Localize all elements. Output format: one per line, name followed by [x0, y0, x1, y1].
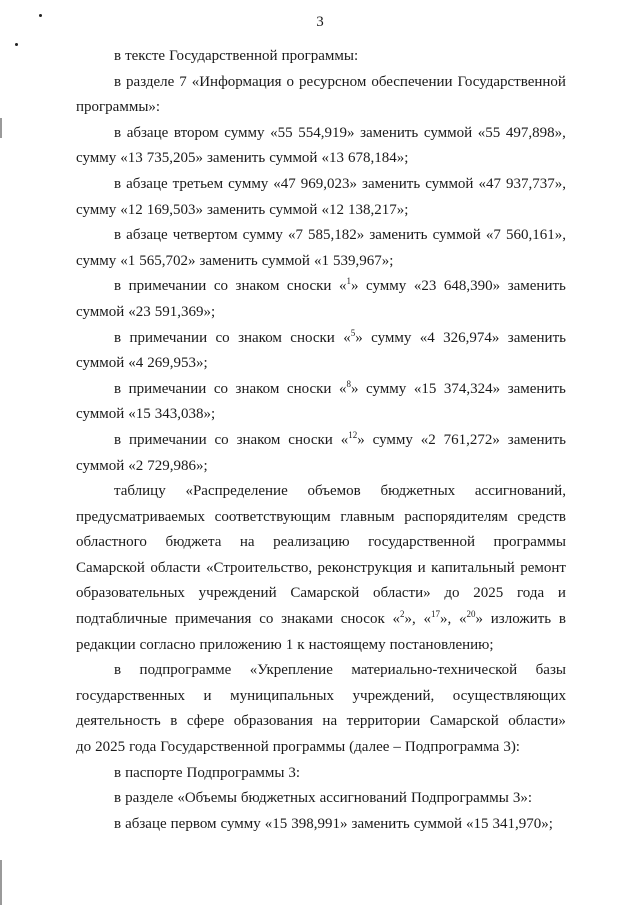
word: образовательных: [76, 585, 185, 602]
word: четвертом: [172, 227, 238, 244]
word: 2025: [95, 739, 126, 756]
text-line: [76, 249, 566, 275]
word: 648,390»: [443, 278, 501, 295]
word: соответствующим: [214, 508, 331, 525]
word: главным: [340, 508, 395, 525]
paragraph: [76, 44, 566, 70]
text-line: [76, 479, 566, 505]
word: суммой: [261, 252, 310, 269]
word: «2: [420, 431, 436, 448]
word: суммой: [76, 303, 125, 320]
text-line: [76, 684, 566, 710]
word: согласно: [139, 636, 196, 653]
word: заменить: [351, 815, 410, 832]
word: сумму: [242, 227, 283, 244]
word: сносок: [340, 611, 385, 628]
word: «55: [477, 124, 501, 141]
word: в: [114, 431, 122, 448]
word: подтабличные: [76, 611, 168, 628]
text-line: [76, 95, 566, 121]
word: в: [114, 278, 122, 295]
text-line: [76, 44, 566, 70]
word: редакции: [76, 636, 136, 653]
word: «23: [413, 278, 437, 295]
word: государственных: [76, 687, 185, 704]
word: области: [150, 559, 201, 576]
word: сноски: [286, 380, 332, 397]
word: в: [114, 662, 122, 679]
word: 341,970»;: [492, 815, 553, 832]
word: муниципальных: [230, 687, 334, 704]
word: средств: [517, 508, 566, 525]
word: 678,184»;: [347, 150, 409, 167]
word: областного: [76, 534, 147, 551]
word: «47: [478, 175, 501, 192]
word: в: [114, 175, 122, 192]
text-line: [76, 223, 566, 249]
word: со: [259, 611, 274, 628]
word: 497,898»,: [505, 124, 566, 141]
word: примечания: [174, 611, 252, 628]
word: «1: [120, 252, 136, 269]
word: сноски: [290, 329, 335, 346]
text-line: [76, 454, 566, 480]
word: Самарской: [290, 585, 360, 602]
word: «Строительство,: [206, 559, 313, 576]
word: сумму: [76, 201, 117, 218]
footnote-mark: 20: [466, 609, 476, 620]
word: Подпрограммы: [186, 764, 285, 781]
text-line: [76, 505, 566, 531]
word: и: [557, 585, 566, 602]
word: «55: [270, 124, 293, 141]
word: в: [114, 815, 122, 832]
word: 138,217»;: [347, 201, 409, 218]
word: распорядителям: [404, 508, 508, 525]
word: настоящему: [308, 636, 386, 653]
word: учреждений: [198, 585, 277, 602]
word: в: [170, 713, 178, 730]
word: «7: [287, 227, 303, 244]
word: знаком: [235, 380, 280, 397]
word: деятельность: [76, 713, 161, 730]
word: сумму: [76, 150, 117, 167]
word: заменить: [507, 380, 566, 397]
paragraph: [76, 172, 566, 223]
word: о: [286, 73, 295, 90]
word: бюджетных: [380, 483, 456, 500]
word: и: [417, 559, 426, 576]
word: «$^5$»: [343, 327, 363, 346]
text-line: [76, 377, 566, 403]
word: «Укрепление: [249, 662, 333, 679]
word: 735,205»: [146, 150, 203, 167]
text-line: [76, 812, 566, 838]
word: 3):: [503, 739, 520, 756]
word: «4: [419, 329, 435, 346]
paragraph: [76, 786, 566, 812]
word: объемов: [307, 483, 361, 500]
word: «$^{12}$»: [340, 429, 365, 448]
word: 398,991»: [291, 815, 348, 832]
word: «15: [264, 815, 288, 832]
text-line: [76, 761, 566, 787]
word: со: [213, 278, 228, 295]
word: заменить: [507, 329, 566, 346]
word: примечании: [128, 278, 207, 295]
word: сноски: [288, 431, 333, 448]
word: в: [114, 380, 122, 397]
word: абзаце: [126, 175, 168, 192]
word: базы: [535, 662, 566, 679]
word: «2: [128, 457, 144, 474]
word: заменить: [360, 124, 419, 141]
text-line: [76, 70, 566, 96]
word: к: [297, 636, 305, 653]
text-line: [76, 326, 566, 352]
word: первом: [170, 815, 217, 832]
word: «Распределение: [185, 483, 288, 500]
word: (далее: [349, 739, 390, 756]
word: в: [114, 790, 122, 807]
word: заменить: [507, 278, 566, 295]
footnote-mark: 12: [348, 429, 358, 440]
word: абзаце: [125, 815, 167, 832]
word: ремонт: [520, 559, 566, 576]
footnote-mark: 5: [350, 327, 356, 338]
word: «4: [128, 355, 144, 372]
word: 761,272»: [443, 431, 500, 448]
word: 937,737»,: [505, 175, 566, 192]
word: «23: [128, 303, 151, 320]
word: примечании: [128, 380, 207, 397]
word: третьем: [172, 175, 224, 192]
paragraph: [76, 326, 566, 377]
footnote-mark: 1: [346, 276, 351, 287]
word: Самарской: [76, 559, 145, 576]
word: «$^8$»: [339, 378, 359, 397]
word: предусматриваемых: [76, 508, 205, 525]
text-line: [76, 402, 566, 428]
word: сумму: [220, 815, 261, 832]
word: территории: [346, 713, 421, 730]
footnote-mark: 8: [346, 378, 351, 389]
word: в: [114, 73, 122, 90]
word: постановлению;: [389, 636, 494, 653]
word: реализацию: [273, 534, 350, 551]
word: заменить: [507, 431, 566, 448]
text-line: [76, 658, 566, 684]
word: заменить: [362, 175, 421, 192]
word: Подпрограммы: [410, 790, 509, 807]
word: «Информация: [191, 73, 282, 90]
word: обеспечении: [371, 73, 453, 90]
scan-edge-mark: [0, 118, 2, 138]
word: области»: [373, 585, 431, 602]
word: и: [203, 687, 212, 704]
text-line: [76, 351, 566, 377]
word: «$^{17}$»,: [423, 609, 452, 628]
word: года: [517, 585, 545, 602]
word: со: [214, 431, 229, 448]
word: заменить: [207, 201, 266, 218]
word: бюджета: [165, 534, 222, 551]
word: сумму: [366, 380, 407, 397]
word: ресурсном: [298, 73, 367, 90]
text-line: [76, 735, 566, 761]
word: подпрограмме: [139, 662, 232, 679]
paragraph: [76, 479, 566, 658]
word: на: [322, 713, 338, 730]
word: заменить: [369, 227, 428, 244]
word: абзаце: [126, 227, 168, 244]
word: «$^1$»: [339, 276, 359, 295]
word: суммой: [425, 175, 474, 192]
word: в: [114, 227, 122, 244]
word: со: [213, 380, 228, 397]
word: капитальный: [431, 559, 515, 576]
document-body: [76, 44, 566, 837]
text-line: [76, 633, 566, 659]
word: суммой: [269, 201, 318, 218]
word: сумму: [371, 329, 412, 346]
word: 591,369»;: [154, 303, 216, 320]
text-line: [76, 172, 566, 198]
word: суммой: [76, 406, 125, 423]
text-line: [76, 607, 566, 633]
word: осуществляющих: [452, 687, 566, 704]
word: 326,974»: [443, 329, 500, 346]
word: программы:: [281, 48, 359, 64]
text-line: [76, 428, 566, 454]
word: 3»:: [512, 790, 533, 807]
word: тексте: [125, 48, 166, 64]
word: со: [215, 329, 230, 346]
word: сноски: [286, 278, 332, 295]
word: до: [444, 585, 460, 602]
word: Самарской: [429, 713, 499, 730]
footnote-mark: 2: [400, 609, 405, 620]
text-line: [76, 786, 566, 812]
word: суммой: [413, 815, 462, 832]
word: «7: [485, 227, 501, 244]
word: суммой: [76, 457, 125, 474]
word: 585,182»: [308, 227, 365, 244]
word: 343,038»;: [154, 406, 216, 423]
word: государственной: [368, 534, 476, 551]
word: суммой: [269, 150, 318, 167]
word: бюджетных: [240, 790, 316, 807]
word: реконструкция: [317, 559, 413, 576]
word: до: [76, 739, 92, 756]
word: разделе: [125, 790, 174, 807]
word: 554,919»: [298, 124, 355, 141]
word: знаком: [236, 431, 281, 448]
paragraph: [76, 812, 566, 838]
text-line: [76, 274, 566, 300]
word: на: [239, 534, 255, 551]
word: знаками: [281, 611, 333, 628]
word: таблицу: [114, 483, 166, 500]
word: «13: [120, 150, 143, 167]
word: суммой: [76, 355, 125, 372]
word: программы»:: [76, 99, 161, 116]
word: «15: [413, 380, 437, 397]
text-line: [76, 146, 566, 172]
word: приложению: [199, 636, 282, 653]
scan-speck: [15, 43, 18, 46]
paragraph: [76, 223, 566, 274]
word: 1: [285, 636, 294, 653]
text-line: [76, 300, 566, 326]
paragraph: [76, 274, 566, 325]
paragraph: [76, 70, 566, 121]
word: 374,324»: [443, 380, 501, 397]
word: разделе: [126, 73, 175, 90]
word: 565,702»: [139, 252, 196, 269]
word: 2025: [473, 585, 504, 602]
word: примечании: [128, 431, 207, 448]
text-line: [76, 198, 566, 224]
word: Подпрограмма: [404, 739, 500, 756]
word: 7: [179, 73, 187, 90]
word: «Объемы: [177, 790, 237, 807]
word: примечании: [129, 329, 208, 346]
word: «1: [313, 252, 329, 269]
text-line: [76, 556, 566, 582]
word: сфере: [186, 713, 225, 730]
word: сумму: [372, 431, 413, 448]
word: суммой: [432, 227, 481, 244]
text-line: [76, 709, 566, 735]
word: 3:: [288, 764, 301, 781]
word: в: [114, 329, 122, 346]
word: «$^2$»,: [392, 609, 416, 628]
word: Государственной: [457, 73, 566, 90]
word: Государственной: [160, 739, 269, 756]
word: в: [114, 48, 122, 64]
word: Государственной: [169, 48, 278, 64]
paragraph: [76, 121, 566, 172]
word: 560,161»,: [505, 227, 566, 244]
word: «15: [466, 815, 489, 832]
paragraph: [76, 761, 566, 787]
paragraph: [76, 428, 566, 479]
word: учреждений,: [352, 687, 435, 704]
text-line: [76, 530, 566, 556]
word: программы: [272, 739, 346, 756]
word: знаком: [235, 278, 280, 295]
word: области»: [508, 713, 566, 730]
word: сумму: [224, 124, 265, 141]
word: абзаце: [126, 124, 169, 141]
word: сумму: [366, 278, 407, 295]
word: изложить: [490, 611, 552, 628]
word: 269,953»;: [147, 355, 208, 372]
word: сумму: [228, 175, 269, 192]
word: «15: [128, 406, 151, 423]
word: 169,503»: [146, 201, 203, 218]
word: 539,967»;: [332, 252, 394, 269]
word: «13: [321, 150, 344, 167]
footnote-mark: 17: [431, 609, 440, 620]
word: «12: [120, 201, 143, 218]
word: 969,023»: [300, 175, 358, 192]
paragraph: [76, 377, 566, 428]
text-line: [76, 581, 566, 607]
word: ассигнований: [319, 790, 407, 807]
word: знаком: [238, 329, 282, 346]
word: –: [393, 739, 401, 756]
word: заменить: [199, 252, 258, 269]
word: заменить: [207, 150, 266, 167]
word: паспорте: [125, 764, 183, 781]
word: в: [114, 124, 122, 141]
word: материально-технической: [351, 662, 518, 679]
scan-edge-mark: [0, 860, 2, 905]
word: в: [558, 611, 566, 628]
word: суммой: [423, 124, 473, 141]
page-number: 3: [316, 14, 324, 30]
word: 729,986»;: [147, 457, 208, 474]
word: «$^{20}$»: [459, 609, 483, 628]
word: втором: [173, 124, 219, 141]
word: сумму: [76, 252, 117, 269]
word: года: [129, 739, 157, 756]
word: «47: [273, 175, 296, 192]
text-line: [76, 121, 566, 147]
word: в: [114, 764, 122, 781]
word: «12: [321, 201, 344, 218]
word: образования: [233, 713, 313, 730]
paragraph: [76, 658, 566, 760]
word: ассигнований,: [474, 483, 566, 500]
word: программы: [493, 534, 566, 551]
